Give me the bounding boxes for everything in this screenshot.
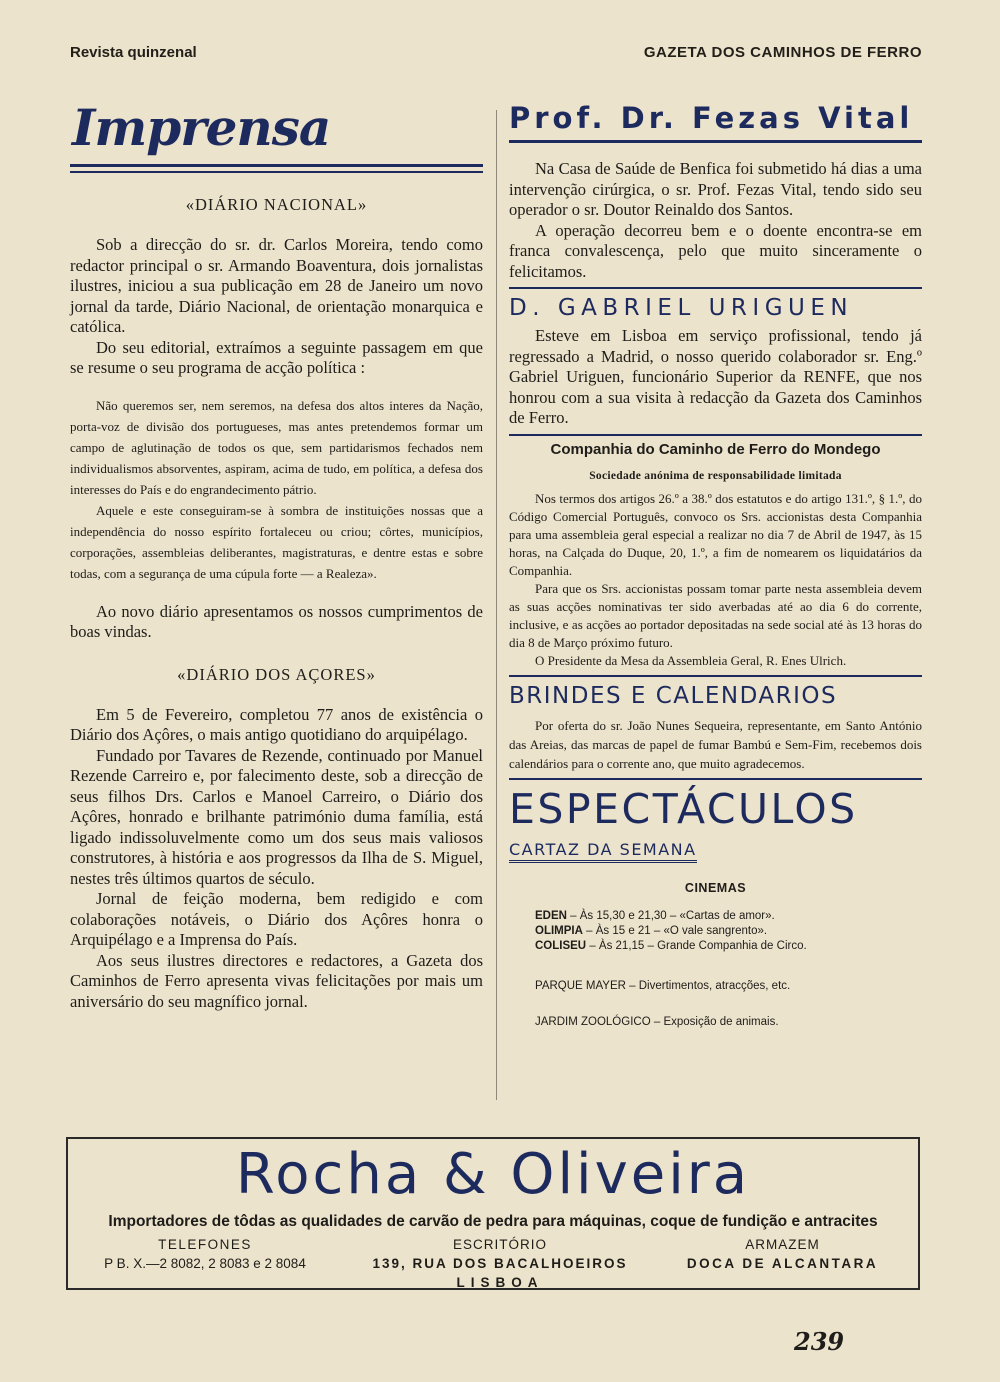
diario-acores-paragraph-2: Fundado por Tavares de Rezende, continuado por Manuel Rezende Carreiro e, por falecimento deste, sob a direcção de seus filhos Drs. Carlos e Manoel Carreiro, o Diário dos Açôres, honrado e brilhante património duma família, está ligado indissoluvelmente como um dos seus mais valiosos construtores, à história e aos progressos da Ilha de S. Miguel, nestes três últimos quartos de século. (70, 745, 483, 888)
escritorio-label: ESCRITÓRIO (452, 1237, 547, 1252)
escritorio-address: 139, RUA DOS BACALHOEIROS (372, 1256, 628, 1271)
ad-armazem (655, 1235, 910, 1273)
cinema-entry (535, 909, 922, 924)
companhia-title: Companhia do Caminho de Ferro do Mondego (550, 440, 881, 458)
companhia-subtitle: Sociedade anónima de responsabilidade limitada (589, 469, 842, 482)
ad-escritorio (350, 1235, 650, 1292)
ad-contact-columns (80, 1235, 906, 1290)
telefones-label: TELEFONES (158, 1237, 252, 1252)
telefones-numbers: P B. X.—2 8082, 2 8083 e 2 8084 (104, 1256, 306, 1271)
companhia-paragraph-1: Nos termos dos artigos 26.º a 38.º dos estatutos e do artigo 131.º, § 1.º, do Código Comercial Português, convoco os Srs. accionistas desta Companhia para uma assembleia geral especial a realizar no dia 7 de Abril de 1947, às 15 horas, na Calçada do Duque, 20, 1.º, a fim de nomearem os liquidatários da Companhia. (509, 490, 922, 578)
page-number: 239 (794, 1327, 845, 1356)
diario-acores-paragraph-4: Aos seus ilustres directores e redactores, a Gazeta dos Caminhos de Ferro apresenta vivas felicitações por mais um aniversário do seu magnífico jornal. (70, 950, 483, 1011)
diario-nacional-paragraph-1: Sob a direcção do sr. dr. Carlos Moreira, tendo como redactor principal o sr. Armando Boaventura, dois jornalistas ilustres, iniciou a sua publicação em 28 de Janeiro um novo jornal da tarde, Diário Nacional, de orientação monarquica e católica. (70, 235, 483, 336)
parque-info: – Divertimentos, atracções, etc. (629, 979, 791, 992)
cinema-name: OLIMPIA (535, 924, 583, 937)
jardim-info: – Exposição de animais. (653, 1015, 779, 1028)
gabriel-uriguen-title: D. GABRIEL URIGUEN (509, 295, 854, 321)
cinema-entry (535, 924, 922, 939)
jardim-zoologico-line (535, 1016, 922, 1028)
cartaz-heading: CARTAZ DA SEMANA (509, 840, 697, 863)
header-left: Revista quinzenal (70, 44, 197, 61)
gabriel-paragraph: Esteve em Lisboa em serviço profissional, tendo já regressado a Madrid, o nosso querido colaborador sr. Eng.º Gabriel Uriguen, funcionário Superior da RENFE, que nos honrou com a sua visita à redacção da Gazeta dos Caminhos de Ferro. (509, 326, 922, 427)
header-right: GAZETA DOS CAMINHOS DE FERRO (643, 44, 922, 61)
ad-company-name: Rocha & Oliveira (235, 1142, 751, 1207)
companhia-paragraph-3: O Presidente da Mesa da Assembleia Geral, R. Enes Ulrich. (535, 652, 847, 668)
armazem-label: ARMAZEM (745, 1237, 820, 1252)
cinema-name: EDEN (535, 909, 567, 922)
diario-nacional-paragraph-3: Ao novo diário apresentamos os nossos cumprimentos de boas vindas. (70, 601, 483, 641)
running-header (70, 44, 922, 61)
escritorio-city: LISBOA (456, 1275, 544, 1290)
cinemas-heading: CINEMAS (684, 880, 747, 895)
brindes-title: BRINDES E CALENDARIOS (509, 682, 838, 709)
quote-paragraph-2: Aquele e este conseguiram-se à sombra de instituições nossas que a independência do nosso espírito fortaleceu ou criou; côrtes, municípios, corporações, assembleias deliberantes, magistraturas, e dentre estas e sobre todas, com a segurança de uma cúpula forte — a Realeza». (70, 502, 483, 581)
cinema-entry (535, 939, 922, 954)
ad-tagline: Importadores de tôdas as qualidades de carvão de pedra para máquinas, coque de fundição e antracites (108, 1213, 878, 1230)
quote-paragraph-1: Não queremos ser, nem seremos, na defesa dos altos interes da Nação, porta-voz de divisão dos portugueses, mas antes pretendemos formar um campo de aglutinação de todos os que, sem partidarismos fechados nem individualismos absorventes, aspiram, acima de tudo, em política, a defesa dos interesses do País e do engrandecimento pátrio. (70, 397, 483, 497)
left-column (70, 96, 483, 1012)
diario-nacional-paragraph-2: Do seu editorial, extraímos a seguinte passagem em que se resume o seu programa de acção política : (70, 337, 483, 377)
cinema-name: COLISEU (535, 939, 587, 952)
cinema-info: – Às 21,15 – Grande Companhia de Circo. (589, 939, 807, 952)
rocha-oliveira-advertisement (66, 1137, 920, 1290)
gabriel-top-rule (509, 287, 922, 289)
brindes-top-rule (509, 675, 922, 677)
diario-acores-paragraph-3: Jornal de feição moderna, bem redigido e com colaborações notáveis, o Diário dos Açôres honra o Arquipélago e a Imprensa do País. (70, 889, 483, 949)
espectaculos-title: ESPECTÁCULOS (509, 784, 858, 833)
armazem-location: DOCA DE ALCANTARA (686, 1256, 879, 1271)
diario-acores-paragraph-1: Em 5 de Fevereiro, completou 77 anos de existência o Diário dos Açôres, o mais antigo quotidiano do arquipélago. (70, 704, 483, 744)
right-column (509, 96, 922, 1028)
diario-acores-heading: «DIÁRIO DOS AÇORES» (177, 664, 376, 684)
fezas-vital-title: Prof. Dr. Fezas Vital (509, 101, 914, 135)
parque-name: PARQUE MAYER (535, 979, 626, 992)
companhia-paragraph-2: Para que os Srs. accionistas possam tomar parte nesta assembleia devem as suas acções nominativas ter sido averbadas até ao dia 6 do corrente, inclusive, e as acções ao portador depositadas na sede social até às 13 horas do dia 8 de Março próximo futuro. (509, 580, 922, 650)
companhia-top-rule (509, 434, 922, 436)
title-rule (70, 164, 483, 167)
fezas-title-rule (509, 140, 922, 143)
espectaculos-top-rule (509, 778, 922, 780)
fezas-paragraph-2: A operação decorreu bem e o doente encontra-se em franca convalescença, pelo que muito sinceramente o felicitamos. (509, 220, 922, 281)
parque-mayer-line (535, 980, 922, 992)
column-divider (496, 110, 497, 1100)
diario-nacional-heading: «DIÁRIO NACIONAL» (185, 195, 368, 214)
editorial-quote (70, 395, 483, 584)
imprensa-title: Imprensa (72, 98, 331, 157)
cinema-info: – Às 15 e 21 – «O vale sangrento». (586, 924, 768, 937)
fezas-paragraph-1: Na Casa de Saúde de Benfica foi submetido há dias a uma intervenção cirúrgica, o sr. Prof. Fezas Vital, tendo sido seu operador o sr. Doutor Reinaldo dos Santos. (509, 159, 922, 219)
jardim-name: JARDIM ZOOLÓGICO (535, 1015, 651, 1028)
brindes-paragraph: Por oferta do sr. João Nunes Sequeira, representante, em Santo António das Areias, das marcas de papel de fumar Bambú e Sem-Fim, recebemos dois calendários para o corrente ano, que muito agradecemos. (509, 717, 922, 771)
title-rule-second (70, 171, 483, 173)
cinema-info: – Às 15,30 e 21,30 – «Cartas de amor». (570, 909, 775, 922)
cinema-list (509, 909, 922, 954)
ad-telefones (80, 1235, 330, 1273)
